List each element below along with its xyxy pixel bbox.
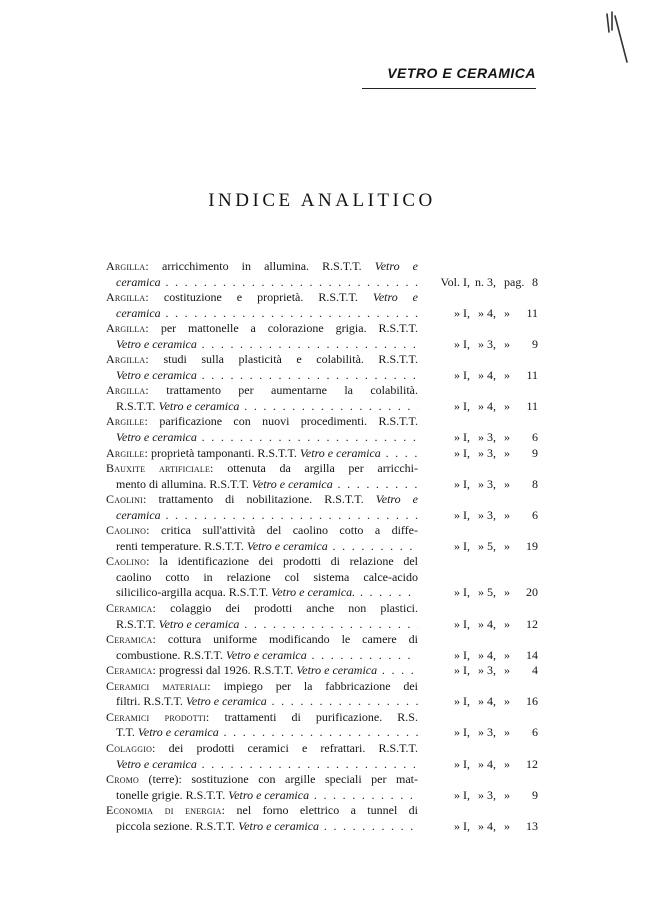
entry-text	[116, 508, 418, 524]
entry-last-line	[106, 788, 538, 804]
entry-text	[116, 430, 418, 446]
entry-reference	[422, 819, 538, 835]
reference-page: 4	[532, 663, 538, 678]
reference-page-label: »	[504, 818, 510, 833]
entry-reference	[422, 694, 538, 710]
entry-journal: Vetro e ceramica.	[271, 585, 356, 600]
entry-line	[106, 570, 538, 586]
reference-volume: » I,	[454, 507, 470, 522]
entry-description: proprietà tamponanti. R.S.T.T.	[148, 445, 300, 460]
entry-description: per mattonelle a colorazione grigia. R.S.T.T.	[148, 321, 418, 336]
entry-description: caolino cotto in relazione col sistema calce-acido	[116, 569, 418, 584]
entry-last-line	[106, 337, 538, 353]
entry-description: piccola sezione. R.S.T.T.	[116, 818, 239, 833]
index-entry	[106, 663, 538, 679]
reference-volume: » I,	[454, 336, 470, 351]
entry-text	[116, 399, 418, 415]
reference-page: 14	[526, 647, 538, 662]
entry-text	[116, 788, 418, 804]
entry-journal: Vetro e ceramica	[296, 663, 378, 678]
reference-volume: » I,	[454, 818, 470, 833]
reference-page: 12	[526, 616, 538, 631]
entry-journal: ceramica	[116, 305, 161, 320]
entry-subject: Argille:	[106, 414, 149, 429]
reference-number: » 4,	[478, 367, 496, 382]
index-entry	[106, 414, 538, 445]
entry-description: silicilico-argilla acqua. R.S.T.T.	[116, 585, 272, 600]
entry-reference	[422, 508, 538, 524]
entry-subject: Argilla:	[106, 321, 149, 336]
entry-text	[116, 368, 418, 384]
entry-text	[106, 352, 418, 368]
entry-last-line	[106, 306, 538, 322]
entry-subject: Caolini:	[106, 492, 147, 507]
entry-last-line	[106, 694, 538, 710]
reference-page: 6	[532, 507, 538, 522]
entry-text	[106, 259, 418, 275]
entry-text	[106, 803, 418, 819]
reference-page: 11	[526, 305, 538, 320]
entry-text	[106, 461, 418, 477]
entry-line	[106, 352, 538, 368]
entry-line	[106, 710, 538, 726]
index-entry	[106, 383, 538, 414]
reference-page-label: »	[504, 445, 510, 460]
reference-volume: » I,	[454, 756, 470, 771]
entry-description: tonelle grigie. R.S.T.T.	[116, 787, 229, 802]
reference-page: 13	[526, 818, 538, 833]
entry-reference	[422, 337, 538, 353]
entry-description: critica sull'attività del caolino cotto a diffe-	[149, 523, 418, 538]
reference-page: 11	[526, 398, 538, 413]
entry-journal: Vetro e ceramica	[116, 430, 197, 445]
entry-text	[106, 290, 418, 306]
page-corner-mark	[600, 10, 630, 66]
reference-page: 6	[532, 725, 538, 740]
reference-volume: » I,	[454, 647, 470, 662]
entry-subject: Cromo	[106, 772, 140, 787]
reference-page-label: »	[504, 756, 510, 771]
entry-reference	[422, 617, 538, 633]
entry-description: filtri. R.S.T.T.	[116, 694, 186, 709]
entry-text	[106, 523, 418, 539]
entry-journal: Vetro e ceramica	[116, 367, 197, 382]
reference-number: » 4,	[478, 616, 496, 631]
entry-description: la identificazione dei prodotti di relazione del	[149, 554, 418, 569]
reference-page-label: »	[504, 538, 510, 553]
reference-page-label: »	[504, 305, 510, 320]
entry-subject: Argilla:	[106, 290, 149, 305]
reference-volume: » I,	[454, 694, 470, 709]
entry-text	[116, 757, 418, 773]
entry-journal: Vetro e ceramica	[299, 445, 381, 460]
entry-journal: ceramica	[116, 274, 161, 289]
reference-page-label: »	[504, 694, 510, 709]
entry-line	[106, 632, 538, 648]
entry-line	[106, 601, 538, 617]
entry-line	[106, 414, 538, 430]
entry-line	[106, 383, 538, 399]
entry-description: cottura uniforme modificando le camere di	[156, 632, 418, 647]
entry-text	[116, 275, 418, 291]
entry-text	[106, 710, 418, 726]
entry-line	[106, 461, 538, 477]
reference-page-label: »	[504, 430, 510, 445]
reference-page: 11	[526, 367, 538, 382]
index-entry	[106, 803, 538, 834]
entry-last-line	[106, 399, 538, 415]
index-entry	[106, 461, 538, 492]
index-entry	[106, 352, 538, 383]
entry-text	[116, 570, 418, 586]
reference-number: » 4,	[478, 398, 496, 413]
entry-description: trattamenti di purificazione. R.S.	[209, 709, 418, 724]
index-entry	[106, 601, 538, 632]
reference-page-label: »	[504, 507, 510, 522]
entry-last-line	[106, 617, 538, 633]
entry-description: (terre): sostituzione con argille speciali per mat-	[139, 772, 418, 787]
entry-last-line	[106, 757, 538, 773]
entry-subject: Argilla:	[106, 383, 149, 398]
entry-reference	[422, 275, 538, 291]
entry-reference	[422, 430, 538, 446]
reference-number: » 3,	[478, 336, 496, 351]
entry-journal: Vetro e	[375, 492, 418, 507]
reference-page: 9	[532, 445, 538, 460]
reference-volume: » I,	[454, 787, 470, 802]
reference-number: » 4,	[478, 305, 496, 320]
entry-line	[106, 492, 538, 508]
entry-journal: Vetro e ceramica	[158, 616, 240, 631]
reference-page-label: »	[504, 725, 510, 740]
reference-page-label: »	[504, 663, 510, 678]
entry-subject: Bauxite artificiale:	[106, 461, 214, 476]
entry-reference	[422, 663, 538, 679]
entry-journal: ceramica	[116, 507, 161, 522]
index-entry	[106, 710, 538, 741]
reference-volume: » I,	[454, 538, 470, 553]
reference-volume: » I,	[454, 305, 470, 320]
index-title: INDICE ANALITICO	[208, 190, 436, 211]
entry-reference	[422, 399, 538, 415]
entry-reference	[422, 446, 538, 462]
entry-last-line	[106, 539, 538, 555]
reference-volume: » I,	[454, 430, 470, 445]
reference-number: » 5,	[478, 538, 496, 553]
entry-subject: Argilla:	[106, 259, 149, 273]
entry-last-line	[106, 585, 538, 601]
reference-number: » 3,	[478, 663, 496, 678]
reference-volume: » I,	[454, 663, 470, 678]
entry-line	[106, 679, 538, 695]
entry-subject: Caolino:	[106, 554, 150, 569]
index-entry	[106, 772, 538, 803]
index-entry	[106, 554, 538, 601]
reference-volume: » I,	[454, 367, 470, 382]
entry-subject: Ceramici prodotti:	[106, 709, 210, 724]
entry-text	[106, 741, 418, 757]
entry-description: arricchimento in allumina. R.S.T.T.	[148, 259, 375, 273]
entry-journal: Vetro e	[372, 290, 418, 305]
reference-page-label: »	[504, 476, 510, 491]
reference-number: » 3,	[478, 507, 496, 522]
entry-text	[106, 632, 418, 648]
entry-description: progressi dal 1926. R.S.T.T.	[156, 663, 297, 678]
reference-number: » 3,	[478, 430, 496, 445]
reference-page-label: »	[504, 787, 510, 802]
entry-journal: Vetro e ceramica	[116, 756, 197, 771]
entry-description: impiego per la fabbricazione dei	[210, 678, 418, 693]
entry-text	[106, 554, 418, 570]
reference-page-label: »	[504, 398, 510, 413]
entry-description: trattamento per aumentarne la colabilità.	[148, 383, 418, 398]
entry-journal: Vetro e ceramica	[137, 725, 219, 740]
entry-text	[116, 477, 418, 493]
entry-description: mento di allumina. R.S.T.T.	[116, 476, 252, 491]
entry-journal: Vetro e ceramica	[238, 818, 320, 833]
entry-subject: Ceramici materiali:	[106, 678, 211, 693]
reference-page-label: »	[504, 616, 510, 631]
entry-description: colaggio dei prodotti anche non plastici.	[156, 601, 418, 616]
entry-text	[116, 617, 418, 633]
reference-page: 9	[532, 336, 538, 351]
entry-text	[116, 819, 418, 835]
entry-journal: Vetro e ceramica	[116, 336, 197, 351]
entry-journal: Vetro e	[374, 259, 418, 273]
reference-number: » 3,	[478, 725, 496, 740]
entry-text	[116, 648, 418, 664]
index-entry	[106, 679, 538, 710]
entry-last-line	[106, 648, 538, 664]
entry-description: R.S.T.T.	[116, 398, 159, 413]
entry-line	[106, 523, 538, 539]
entry-journal: Vetro e ceramica	[185, 694, 267, 709]
reference-number: » 4,	[478, 694, 496, 709]
entry-last-line	[106, 446, 538, 462]
entry-text	[106, 663, 418, 679]
entry-text	[106, 492, 418, 508]
entry-subject: Economia di energia:	[106, 803, 226, 818]
reference-number: » 3,	[478, 445, 496, 460]
entry-reference	[422, 725, 538, 741]
reference-volume: » I,	[454, 616, 470, 631]
entry-last-line	[106, 368, 538, 384]
entry-journal: Vetro e ceramica	[246, 538, 328, 553]
index-entry	[106, 632, 538, 663]
entry-subject: Caolino:	[106, 523, 150, 538]
reference-page-label: pag.	[504, 274, 525, 289]
entry-line	[106, 803, 538, 819]
entry-line	[106, 741, 538, 757]
reference-page-label: »	[504, 336, 510, 351]
entry-last-line	[106, 663, 538, 679]
entry-reference	[422, 368, 538, 384]
entry-reference	[422, 788, 538, 804]
entry-text	[106, 601, 418, 617]
reference-page: 19	[526, 538, 538, 553]
entry-text	[116, 694, 418, 710]
reference-page-label: »	[504, 647, 510, 662]
entry-description: parificazione con nuovi procedimenti. R.S.T.T.	[148, 414, 418, 429]
reference-page: 12	[526, 756, 538, 771]
entry-description: renti temperature. R.S.T.T.	[116, 538, 247, 553]
entry-subject: Ceramica:	[106, 601, 157, 616]
entry-reference	[422, 585, 538, 601]
entry-text	[106, 414, 418, 430]
reference-volume: » I,	[454, 725, 470, 740]
entry-description: costituzione e proprietà. R.S.T.T.	[148, 290, 373, 305]
reference-volume: » I,	[454, 445, 470, 460]
entry-description: nel forno elettrico a tunnel di	[225, 803, 418, 818]
reference-number: » 3,	[478, 787, 496, 802]
entry-last-line	[106, 275, 538, 291]
entry-subject: Argilla:	[106, 352, 149, 367]
entry-last-line	[106, 430, 538, 446]
entry-journal: Vetro e ceramica	[225, 647, 307, 662]
entry-description: R.S.T.T.	[116, 616, 159, 631]
entry-subject: Ceramica:	[106, 663, 157, 678]
entry-last-line	[106, 819, 538, 835]
reference-page: 9	[532, 787, 538, 802]
running-head-rule	[362, 88, 536, 89]
reference-number: » 3,	[478, 476, 496, 491]
entry-text	[116, 725, 418, 741]
index-entry	[106, 259, 538, 290]
entry-text	[106, 321, 418, 337]
reference-page-label: »	[504, 585, 510, 600]
entry-text	[116, 306, 418, 322]
running-head: VETRO E CERAMICA	[387, 65, 536, 81]
entry-subject: Argille:	[106, 445, 149, 460]
reference-page-label: »	[504, 367, 510, 382]
entry-line	[106, 772, 538, 788]
entry-description: dei prodotti ceramici e refrattari. R.S.T.T.	[155, 740, 418, 755]
reference-volume: » I,	[454, 476, 470, 491]
entry-line	[106, 259, 538, 275]
entry-description: trattamento di nobilitazione. R.S.T.T.	[146, 492, 376, 507]
entry-journal: Vetro e ceramica	[158, 398, 240, 413]
reference-volume: Vol. I,	[440, 274, 470, 289]
index-entry	[106, 492, 538, 523]
reference-volume: » I,	[454, 398, 470, 413]
index-entry	[106, 446, 538, 462]
entry-description: ottenuta da argilla per arricchi-	[213, 461, 418, 476]
entry-text	[106, 446, 418, 462]
entry-text	[116, 337, 418, 353]
reference-page: 20	[526, 585, 538, 600]
entry-text	[116, 539, 418, 555]
entry-reference	[422, 306, 538, 322]
index-list	[106, 259, 538, 834]
index-entry	[106, 741, 538, 772]
entry-journal: Vetro e ceramica	[251, 476, 333, 491]
reference-number: » 5,	[478, 585, 496, 600]
reference-page: 16	[526, 694, 538, 709]
reference-volume: » I,	[454, 585, 470, 600]
reference-number: » 4,	[478, 647, 496, 662]
entry-journal: Vetro e ceramica	[228, 787, 310, 802]
entry-line	[106, 290, 538, 306]
entry-text	[106, 383, 418, 399]
entry-last-line	[106, 725, 538, 741]
entry-subject: Ceramica:	[106, 632, 157, 647]
entry-reference	[422, 477, 538, 493]
entry-line	[106, 321, 538, 337]
index-entry	[106, 321, 538, 352]
reference-page: 8	[532, 476, 538, 491]
entry-text	[116, 585, 418, 601]
entry-line	[106, 554, 538, 570]
reference-number: n. 3,	[475, 274, 496, 289]
entry-text	[106, 679, 418, 695]
index-entry	[106, 523, 538, 554]
entry-reference	[422, 648, 538, 664]
reference-number: » 4,	[478, 756, 496, 771]
entry-subject: Colaggio:	[106, 740, 156, 755]
entry-last-line	[106, 477, 538, 493]
reference-page: 6	[532, 430, 538, 445]
entry-reference	[422, 539, 538, 555]
entry-description: T.T.	[116, 725, 138, 740]
index-entry	[106, 290, 538, 321]
reference-number: » 4,	[478, 818, 496, 833]
entry-reference	[422, 757, 538, 773]
entry-description: studi sulla plasticità e colabilità. R.S.T.T.	[148, 352, 418, 367]
reference-page: 8	[532, 274, 538, 289]
entry-description: combustione. R.S.T.T.	[116, 647, 226, 662]
entry-last-line	[106, 508, 538, 524]
entry-text	[106, 772, 418, 788]
